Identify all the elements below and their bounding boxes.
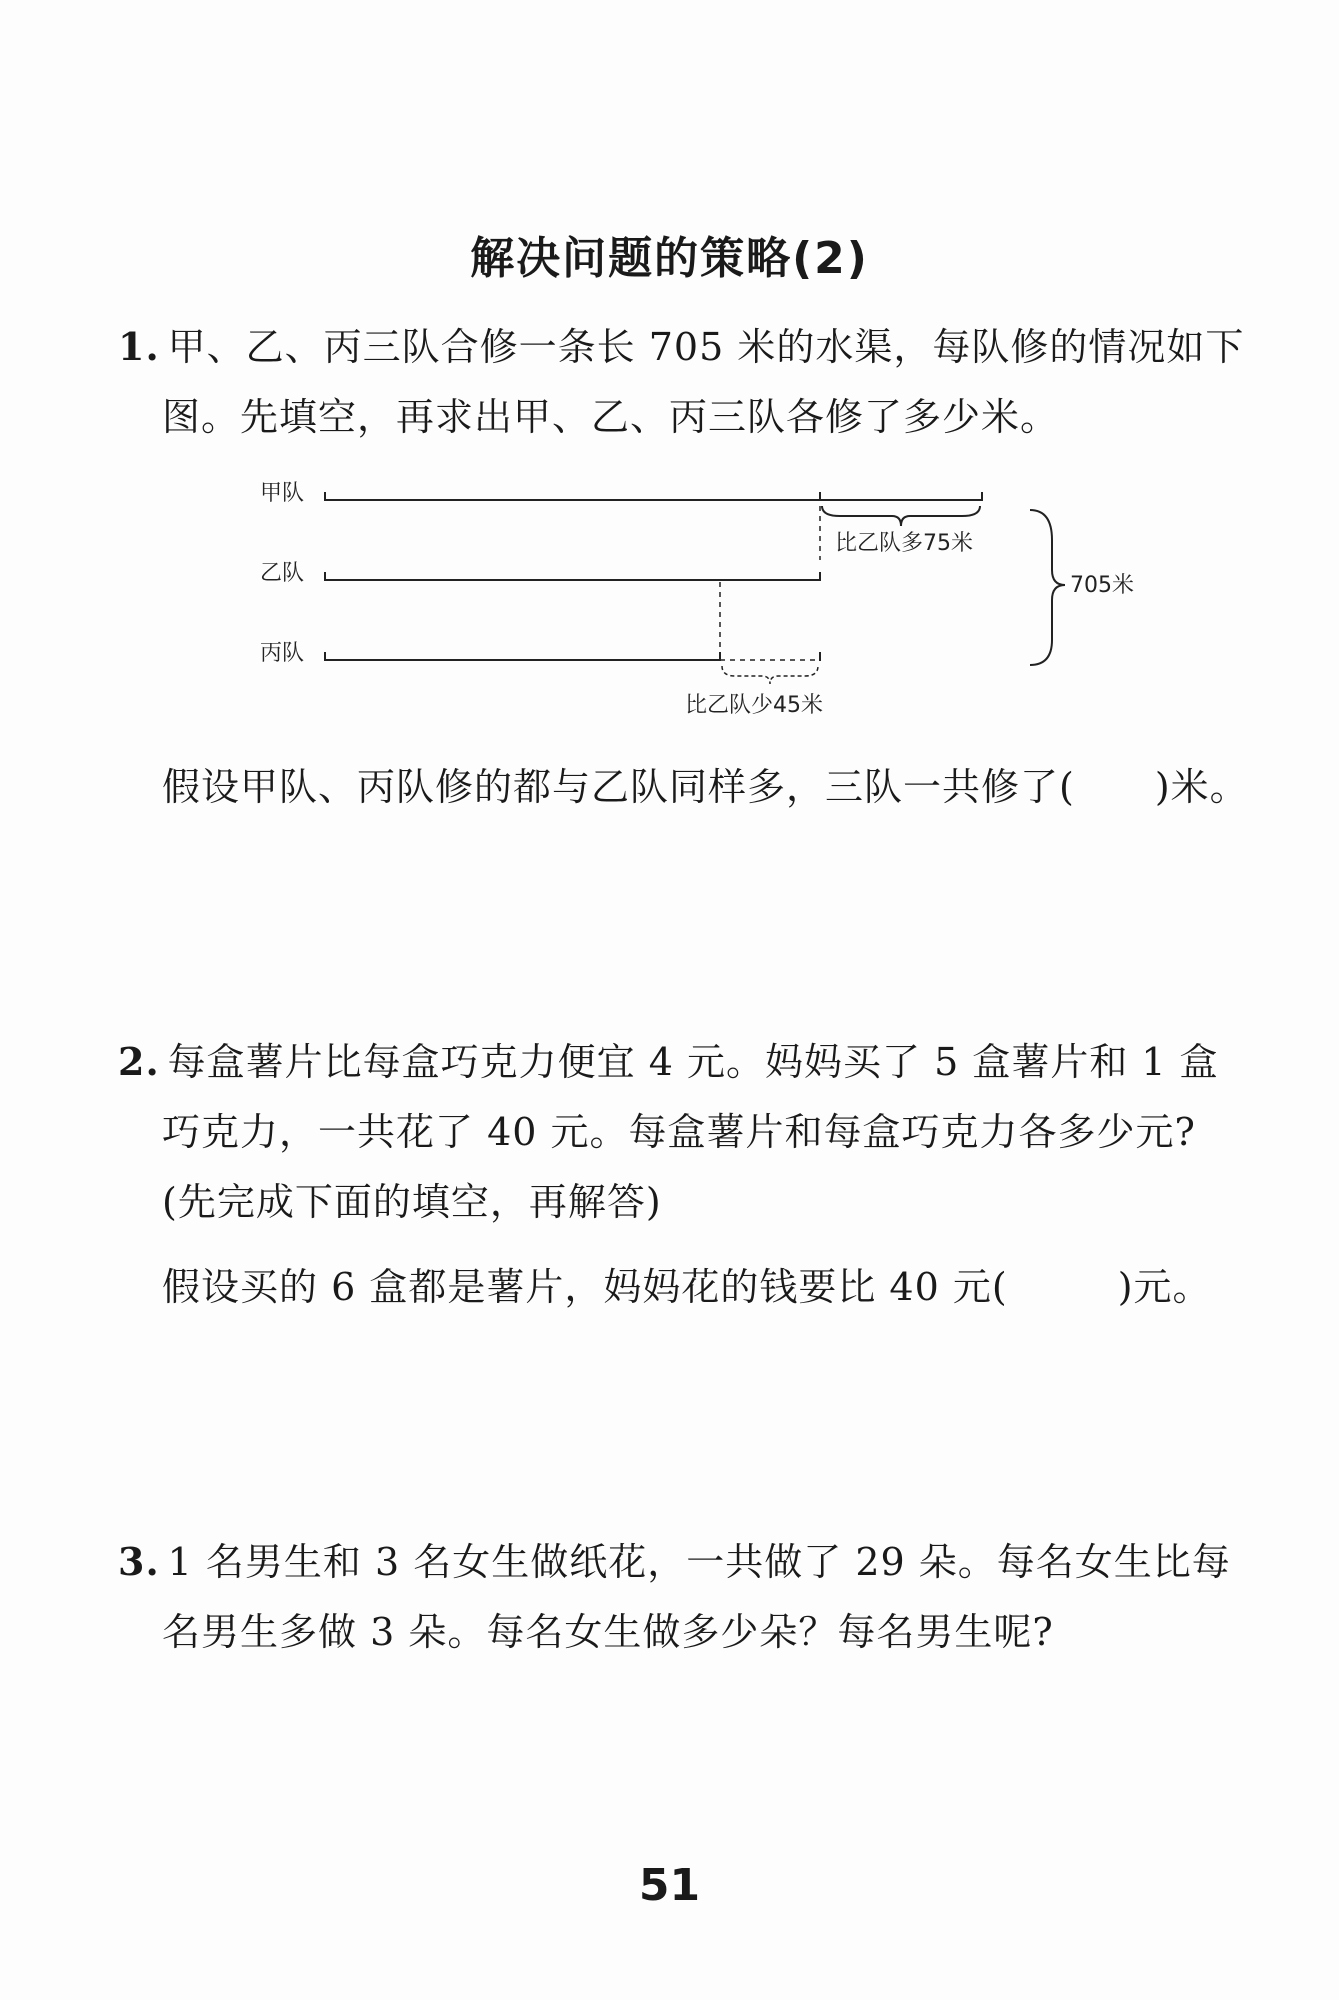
bar-team-c	[325, 652, 820, 661]
question-3-number: 3.	[118, 1539, 160, 1584]
question-1-line-1	[118, 324, 1245, 369]
segment-diagram	[240, 470, 1140, 730]
note-total-length: 705米	[1070, 573, 1134, 598]
question-2-number: 2.	[118, 1039, 160, 1084]
page-number: 51	[638, 1860, 701, 1911]
note-less-than-b: 比乙队少45米	[685, 693, 823, 718]
brace-more	[822, 506, 980, 526]
question-2-line-1	[118, 1039, 1219, 1084]
note-more-than-b: 比乙队多75米	[835, 531, 973, 556]
question-3-text-1: 1 名男生和 3 名女生做纸花，一共做了 29 朵。每名女生比每	[167, 1540, 1231, 1584]
question-2-text-1: 每盒薯片比每盒巧克力便宜 4 元。妈妈买了 5 盒薯片和 1 盒	[167, 1040, 1219, 1084]
question-2-fill-line	[162, 1265, 1212, 1309]
brace-total	[1030, 510, 1065, 665]
question-2-fill-suffix: )元。	[1117, 1265, 1212, 1309]
question-3-line-2: 名男生多做 3 朵。每名女生做多少朵？每名男生呢?	[162, 1610, 1054, 1654]
question-2-fill-prefix: 假设买的 6 盒都是薯片，妈妈花的钱要比 40 元(	[162, 1265, 1008, 1309]
question-3-line-1	[118, 1539, 1231, 1584]
question-1-fill-suffix: )米。	[1154, 765, 1249, 809]
label-team-a: 甲队	[260, 481, 305, 506]
question-1-line-2: 图。先填空，再求出甲、乙、丙三队各修了多少米。	[162, 395, 1060, 439]
question-1-text-1: 甲、乙、丙三队合修一条长 705 米的水渠，每队修的情况如下	[167, 325, 1245, 369]
page-title: 解决问题的策略(2)	[470, 233, 869, 284]
brace-less	[722, 666, 818, 684]
question-1-fill-prefix: 假设甲队、丙队修的都与乙队同样多，三队一共修了(	[162, 765, 1075, 809]
label-team-b: 乙队	[260, 561, 305, 586]
segment-diagram-svg	[240, 470, 1140, 730]
label-team-c: 丙队	[260, 641, 305, 666]
question-1-number: 1.	[118, 324, 160, 369]
bar-team-b	[325, 572, 820, 581]
question-1-fill-line	[162, 765, 1249, 809]
question-2-line-2: 巧克力，一共花了 40 元。每盒薯片和每盒巧克力各多少元?	[162, 1110, 1196, 1154]
question-2-line-3: (先完成下面的填空，再解答)	[162, 1180, 662, 1224]
bar-team-a	[325, 492, 982, 501]
